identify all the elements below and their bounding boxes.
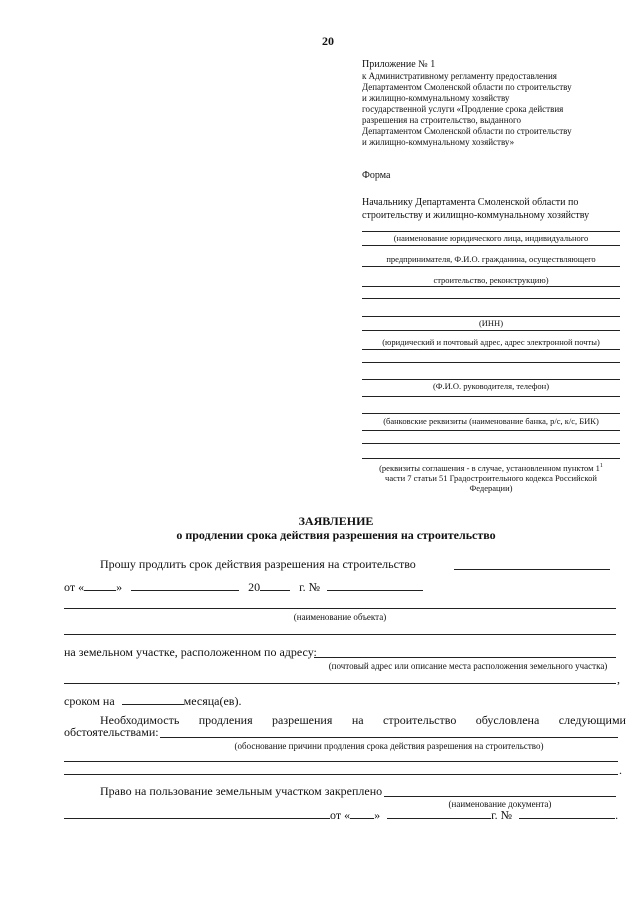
reason-caption: (обоснование причини продления срока действия разрешения на строительство) xyxy=(234,741,544,751)
bank-caption: (банковские реквизиты (наименование банка, р/с, к/с, БИК) xyxy=(383,416,599,426)
year-suffix: г. № xyxy=(299,580,321,594)
statement-subtitle: о продлении срока действия разрешения на строительство xyxy=(176,528,496,542)
date-row xyxy=(64,579,423,595)
address-caption: (юридический и почтовый адрес, адрес электронной почты) xyxy=(382,337,600,347)
head-line xyxy=(362,379,620,380)
agreement-caption xyxy=(362,461,620,493)
reason-field[interactable] xyxy=(160,737,618,738)
applicant-caption-2: предпринимателя, Ф.И.О. гражданина, осуществляющего xyxy=(386,254,596,264)
agreement-line xyxy=(362,443,620,444)
appendix-title: Приложение № 1 xyxy=(362,59,436,70)
permit-number-field[interactable] xyxy=(454,569,610,570)
bank-line xyxy=(362,430,620,431)
quote-close: » xyxy=(116,580,123,594)
reason-field[interactable] xyxy=(64,761,618,762)
comma: , xyxy=(617,672,620,686)
year-prefix: 20 xyxy=(248,580,261,594)
appendix-line: государственной услуги «Продление срока действия xyxy=(362,104,564,114)
request-text: Прошу продлить срок действия разрешения на строительство xyxy=(100,557,416,571)
appendix-line: разрешения на строительство, выданного xyxy=(362,115,522,125)
appendix-line: Департаментом Смоленской области по строительству xyxy=(362,126,572,136)
addressee-line-1: Начальнику Департамента Смоленской области по xyxy=(362,197,579,208)
document-field[interactable] xyxy=(64,807,330,819)
necessity-word: Необходимость xyxy=(100,713,180,727)
addressee xyxy=(362,196,589,222)
year-field[interactable] xyxy=(260,579,290,591)
addressee-line-2: строительству и жилищно-коммунальному хозяйству xyxy=(362,210,590,221)
number2-label: г. № xyxy=(491,808,513,822)
address-line xyxy=(362,349,620,350)
necessity-word: обусловлена xyxy=(475,713,540,727)
term-suffix: месяца(ев). xyxy=(183,694,242,708)
object-name-field[interactable] xyxy=(64,634,616,635)
applicant-line xyxy=(362,266,620,267)
number-field[interactable] xyxy=(327,579,423,591)
necessity-word: разрешения xyxy=(272,713,333,727)
land-plot-label: на земельном участке, расположенном по адресу: xyxy=(64,645,317,659)
address-line xyxy=(362,362,620,363)
applicant-line xyxy=(362,286,620,287)
appendix-line: Департаментом Смоленской области по строительству xyxy=(362,82,572,92)
page-number: 20 xyxy=(322,34,334,48)
doc-number-field[interactable] xyxy=(519,807,615,819)
term-months-field[interactable] xyxy=(122,693,184,705)
necessity-row xyxy=(100,713,626,728)
applicant-line xyxy=(362,231,620,232)
quote-close2: » xyxy=(374,808,381,822)
land-address-field[interactable] xyxy=(314,657,616,658)
head-caption: (Ф.И.О. руководителя, телефон) xyxy=(432,381,550,391)
address-description-caption: (почтовый адрес или описание места расположения земельного участка) xyxy=(328,661,608,671)
from-label: от « xyxy=(64,580,85,594)
agreement-superscript: 1 xyxy=(599,463,603,469)
statement-title: ЗАЯВЛЕНИЕ xyxy=(298,514,374,528)
appendix-line: и жилищно-коммунальному хозяйству xyxy=(362,93,510,103)
term-prefix: сроком на xyxy=(64,694,115,708)
document-name-field[interactable] xyxy=(384,796,616,797)
object-name-field[interactable] xyxy=(64,608,616,609)
land-right-label: Право на пользование земельным участком закреплено xyxy=(100,784,383,798)
period: . xyxy=(619,763,622,777)
doc-month-field[interactable] xyxy=(387,807,491,819)
form-label: Форма xyxy=(362,170,391,181)
from2-label: от « xyxy=(330,808,351,822)
period2: . xyxy=(615,808,619,822)
document-caption: (наименование документа) xyxy=(448,799,552,809)
object-caption: (наименование объекта) xyxy=(293,612,387,622)
necessity-word: на xyxy=(351,713,364,727)
agreement-caption-2: части 7 статьи 51 Градостроительного кодекса Российской xyxy=(385,472,597,483)
bank-line xyxy=(362,413,620,414)
term-row xyxy=(64,693,241,709)
agreement-caption-3: Федерации) xyxy=(469,482,513,493)
appendix-block xyxy=(362,58,632,148)
land-address-field[interactable] xyxy=(64,683,616,684)
address-line xyxy=(362,330,620,331)
document-date-row xyxy=(64,807,618,823)
circumstances-label: обстоятельствами: xyxy=(64,725,159,739)
bank-line xyxy=(362,396,620,397)
appendix-line: к Административному регламенту предоставления xyxy=(362,71,557,81)
month-field[interactable] xyxy=(131,579,239,591)
applicant-line xyxy=(362,298,620,299)
inn-caption: (ИНН) xyxy=(478,318,504,328)
necessity-word: строительство xyxy=(383,713,457,727)
applicant-caption-1: (наименование юридического лица, индивидуального xyxy=(393,233,589,243)
reason-field[interactable] xyxy=(64,774,618,775)
day-field[interactable] xyxy=(84,579,116,591)
agreement-line xyxy=(362,458,620,459)
necessity-word: следующими xyxy=(558,713,626,727)
applicant-line xyxy=(362,245,620,246)
doc-day-field[interactable] xyxy=(350,807,374,819)
necessity-word: продления xyxy=(198,713,253,727)
appendix-line: и жилищно-коммунальному хозяйству» xyxy=(362,137,515,147)
agreement-caption-1: (реквизиты соглашения - в случае, установленном пунктом 1 xyxy=(379,462,600,473)
applicant-caption-3: строительство, реконструкцию) xyxy=(433,275,549,285)
inn-line xyxy=(362,316,620,317)
